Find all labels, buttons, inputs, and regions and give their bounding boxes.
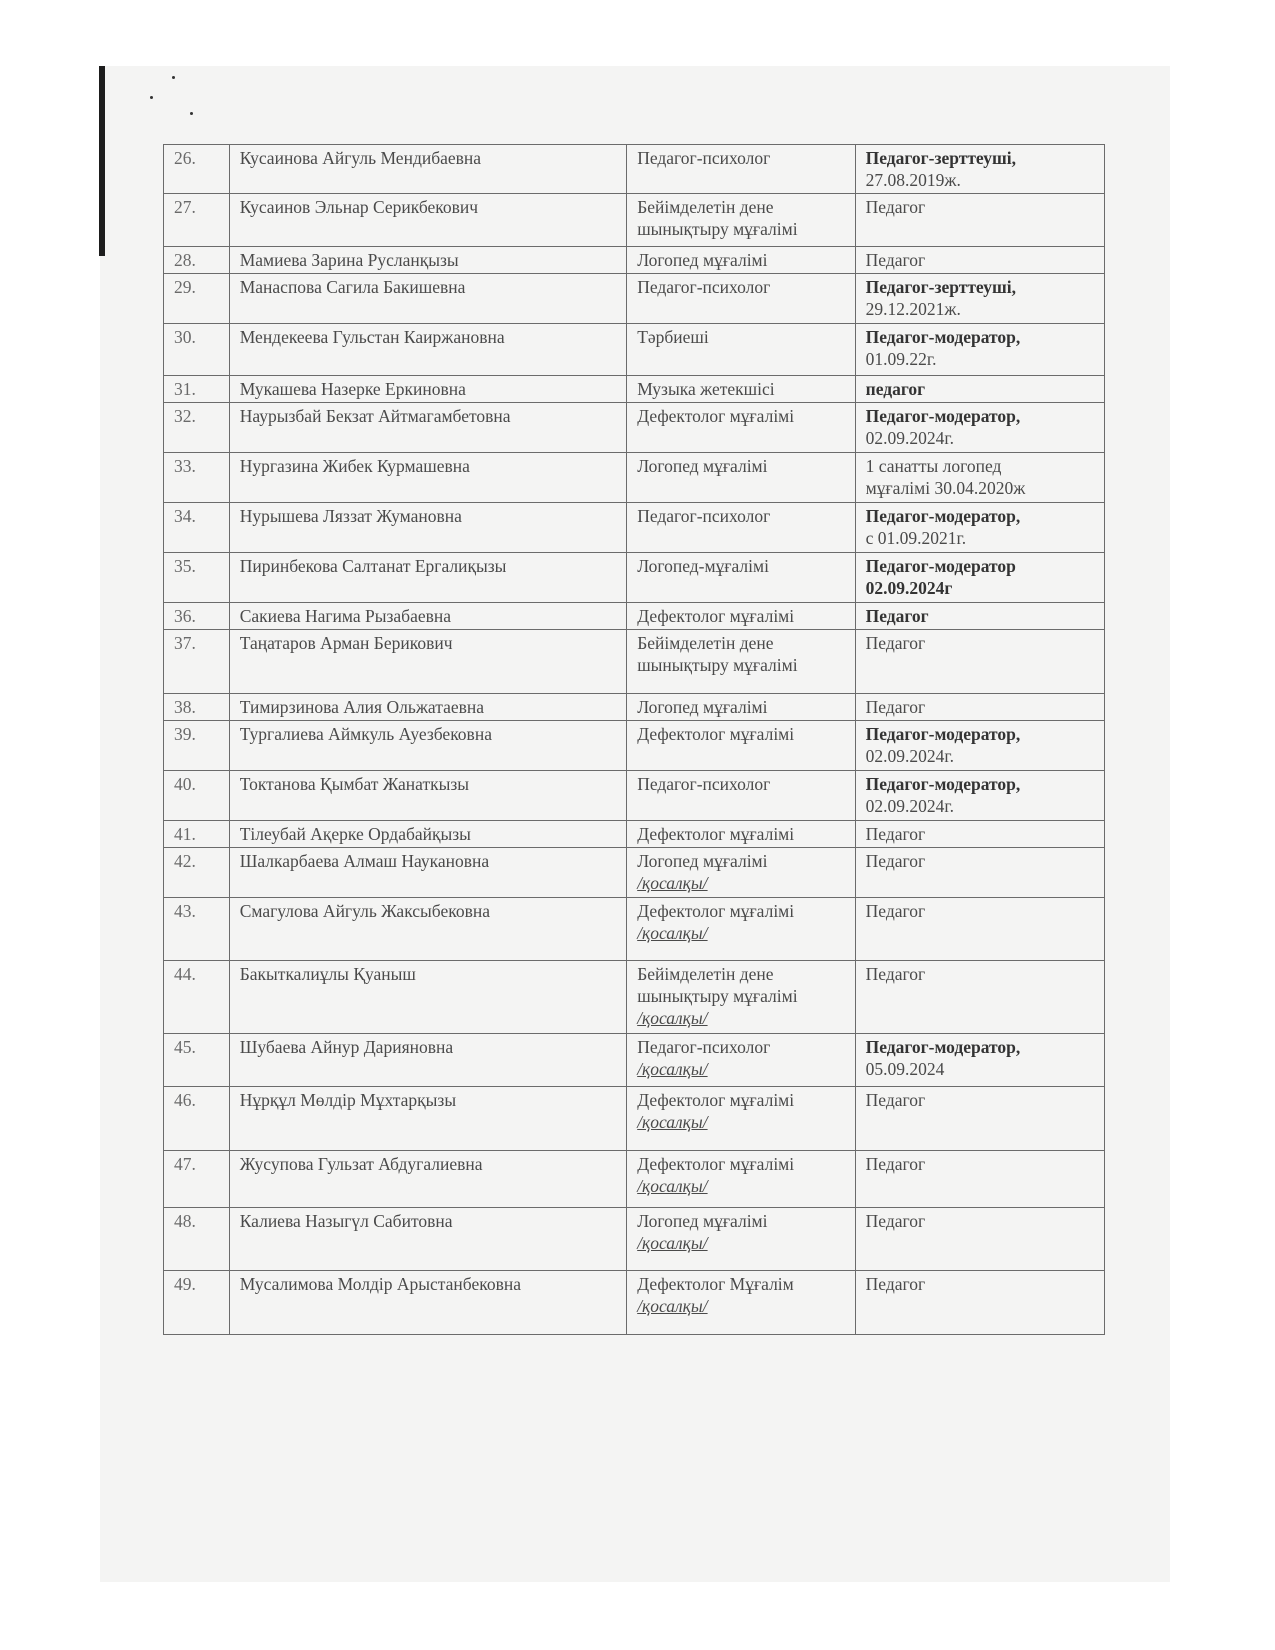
table-row bbox=[164, 694, 1105, 721]
qualification-category: Педагог-зерттеуші, bbox=[865, 148, 1017, 168]
position-cell bbox=[627, 247, 855, 274]
position-cell bbox=[627, 1087, 855, 1151]
qualification-date: 02.09.2024г. bbox=[865, 796, 954, 816]
row-number: 27. bbox=[164, 194, 230, 247]
table-row bbox=[164, 453, 1105, 503]
row-number: 41. bbox=[164, 821, 230, 848]
table-row bbox=[164, 961, 1105, 1034]
table-row bbox=[164, 603, 1105, 630]
qualification-cell bbox=[855, 1271, 1104, 1335]
table-row bbox=[164, 1271, 1105, 1335]
qualification-cell bbox=[855, 247, 1104, 274]
qualification-date: 29.12.2021ж. bbox=[865, 299, 961, 319]
employee-name: Тургалиева Аймкуль Ауезбековна bbox=[229, 721, 626, 771]
table-row bbox=[164, 274, 1105, 324]
position-title: Логопед мұғалімі bbox=[637, 250, 768, 270]
table-row bbox=[164, 376, 1105, 403]
position-title: Логопед-мұғалімі bbox=[637, 556, 769, 576]
position-cell bbox=[627, 145, 855, 194]
qualification-cell bbox=[855, 630, 1104, 694]
employee-name: Мендекеева Гульстан Каиржановна bbox=[229, 324, 626, 376]
qualification-cell bbox=[855, 694, 1104, 721]
position-title: Бейімделетін дене шынықтыру мұғалімі bbox=[637, 633, 798, 675]
table-row bbox=[164, 721, 1105, 771]
staff-table-body bbox=[164, 145, 1105, 1335]
qualification-cell bbox=[855, 1151, 1104, 1208]
table-row bbox=[164, 1208, 1105, 1271]
qualification-category: Педагог bbox=[865, 197, 926, 217]
row-number: 37. bbox=[164, 630, 230, 694]
position-secondary-note: /қосалқы/ bbox=[637, 1233, 708, 1253]
employee-name: Смагулова Айгуль Жаксыбековна bbox=[229, 898, 626, 961]
qualification-date: 27.08.2019ж. bbox=[865, 170, 961, 190]
row-number: 28. bbox=[164, 247, 230, 274]
row-number: 26. bbox=[164, 145, 230, 194]
position-title: Педагог-психолог bbox=[637, 506, 771, 526]
qualification-category: Педагог bbox=[865, 824, 926, 844]
position-cell bbox=[627, 848, 855, 898]
row-number: 44. bbox=[164, 961, 230, 1034]
position-cell bbox=[627, 376, 855, 403]
qualification-category: Педагог-зерттеуші, bbox=[865, 277, 1017, 297]
row-number: 40. bbox=[164, 771, 230, 821]
qualification-cell bbox=[855, 1087, 1104, 1151]
scan-speck bbox=[190, 112, 193, 115]
row-number: 47. bbox=[164, 1151, 230, 1208]
employee-name: Манаспова Сагила Бакишевна bbox=[229, 274, 626, 324]
position-title: Дефектолог мұғалімі bbox=[637, 606, 795, 626]
position-cell bbox=[627, 1034, 855, 1087]
position-cell bbox=[627, 821, 855, 848]
qualification-date: 01.09.22г. bbox=[865, 349, 937, 369]
position-cell bbox=[627, 694, 855, 721]
position-secondary-note: /қосалқы/ bbox=[637, 1176, 708, 1196]
row-number: 42. bbox=[164, 848, 230, 898]
position-title: Педагог-психолог bbox=[637, 774, 771, 794]
qualification-date: 02.09.2024г bbox=[865, 578, 953, 598]
position-secondary-note: /қосалқы/ bbox=[637, 1112, 708, 1132]
qualification-cell bbox=[855, 403, 1104, 453]
qualification-cell bbox=[855, 503, 1104, 553]
position-title: Дефектолог мұғалімі bbox=[637, 824, 795, 844]
qualification-cell bbox=[855, 145, 1104, 194]
qualification-cell bbox=[855, 553, 1104, 603]
employee-name: Мусалимова Молдір Арыстанбековна bbox=[229, 1271, 626, 1335]
qualification-cell bbox=[855, 603, 1104, 630]
position-cell bbox=[627, 324, 855, 376]
table-row bbox=[164, 1087, 1105, 1151]
qualification-date: 02.09.2024г. bbox=[865, 746, 954, 766]
qualification-cell bbox=[855, 1208, 1104, 1271]
row-number: 31. bbox=[164, 376, 230, 403]
qualification-category: Педагог bbox=[865, 697, 926, 717]
position-title: Дефектолог мұғалімі bbox=[637, 406, 795, 426]
row-number: 36. bbox=[164, 603, 230, 630]
row-number: 29. bbox=[164, 274, 230, 324]
qualification-date: с 01.09.2021г. bbox=[865, 528, 967, 548]
employee-name: Нургазина Жибек Курмашевна bbox=[229, 453, 626, 503]
position-title: Логопед мұғалімі bbox=[637, 456, 768, 476]
qualification-category: Педагог bbox=[865, 250, 926, 270]
row-number: 32. bbox=[164, 403, 230, 453]
employee-name: Наурызбай Бекзат Айтмагамбетовна bbox=[229, 403, 626, 453]
qualification-category: Педагог-модератор, bbox=[865, 327, 1021, 347]
row-number: 49. bbox=[164, 1271, 230, 1335]
table-row bbox=[164, 898, 1105, 961]
position-cell bbox=[627, 403, 855, 453]
employee-name: Жусупова Гульзат Абдугалиевна bbox=[229, 1151, 626, 1208]
row-number: 45. bbox=[164, 1034, 230, 1087]
qualification-cell bbox=[855, 1034, 1104, 1087]
qualification-category: Педагог-модератор, bbox=[865, 506, 1021, 526]
position-cell bbox=[627, 898, 855, 961]
row-number: 39. bbox=[164, 721, 230, 771]
row-number: 38. bbox=[164, 694, 230, 721]
table-row bbox=[164, 247, 1105, 274]
qualification-date: мұғалімі 30.04.2020ж bbox=[865, 478, 1026, 498]
qualification-category: Педагог bbox=[865, 1090, 926, 1110]
qualification-category: Педагог-модератор, bbox=[865, 774, 1021, 794]
employee-name: Нурышева Ляззат Жумановна bbox=[229, 503, 626, 553]
table-row bbox=[164, 403, 1105, 453]
position-secondary-note: /қосалқы/ bbox=[637, 1008, 708, 1028]
table-row bbox=[164, 848, 1105, 898]
employee-name: Шубаева Айнур Дарияновна bbox=[229, 1034, 626, 1087]
qualification-category: Педагог bbox=[865, 901, 926, 921]
table-row bbox=[164, 771, 1105, 821]
position-title: Музыка жетекшісі bbox=[637, 379, 775, 399]
position-title: Дефектолог Мұғалім bbox=[637, 1274, 794, 1294]
scan-speck bbox=[150, 96, 153, 99]
position-cell bbox=[627, 961, 855, 1034]
qualification-cell bbox=[855, 453, 1104, 503]
table-row bbox=[164, 194, 1105, 247]
position-title: Тәрбиеші bbox=[637, 327, 709, 347]
qualification-category: Педагог-модератор bbox=[865, 556, 1016, 576]
row-number: 35. bbox=[164, 553, 230, 603]
qualification-cell bbox=[855, 898, 1104, 961]
employee-name: Тимирзинова Алия Ольжатаевна bbox=[229, 694, 626, 721]
position-cell bbox=[627, 1271, 855, 1335]
qualification-category: Педагог bbox=[865, 1154, 926, 1174]
qualification-category: Педагог-модератор, bbox=[865, 724, 1021, 744]
row-number: 30. bbox=[164, 324, 230, 376]
employee-name: Пиринбекова Салтанат Ергалиқызы bbox=[229, 553, 626, 603]
qualification-category: Педагог bbox=[865, 633, 926, 653]
position-cell bbox=[627, 771, 855, 821]
employee-name: Таңатаров Арман Берикович bbox=[229, 630, 626, 694]
position-title: Дефектолог мұғалімі bbox=[637, 901, 795, 921]
row-number: 46. bbox=[164, 1087, 230, 1151]
qualification-cell bbox=[855, 274, 1104, 324]
qualification-cell bbox=[855, 324, 1104, 376]
position-title: Дефектолог мұғалімі bbox=[637, 1154, 795, 1174]
employee-name: Шалкарбаева Алмаш Наукановна bbox=[229, 848, 626, 898]
table-row bbox=[164, 553, 1105, 603]
qualification-category: 1 санатты логопед bbox=[865, 456, 1002, 476]
position-cell bbox=[627, 1151, 855, 1208]
position-title: Логопед мұғалімі bbox=[637, 851, 768, 871]
position-cell bbox=[627, 194, 855, 247]
qualification-category: Педагог bbox=[865, 606, 929, 626]
scan-speck bbox=[172, 76, 175, 79]
qualification-cell bbox=[855, 848, 1104, 898]
qualification-cell bbox=[855, 376, 1104, 403]
row-number: 33. bbox=[164, 453, 230, 503]
employee-name: Кусаинов Эльнар Серикбекович bbox=[229, 194, 626, 247]
qualification-cell bbox=[855, 194, 1104, 247]
qualification-category: Педагог bbox=[865, 1274, 926, 1294]
position-title: Дефектолог мұғалімі bbox=[637, 724, 795, 744]
position-secondary-note: /қосалқы/ bbox=[637, 1296, 708, 1316]
table-row bbox=[164, 145, 1105, 194]
qualification-category: Педагог-модератор, bbox=[865, 1037, 1021, 1057]
qualification-date: 05.09.2024 bbox=[865, 1059, 945, 1079]
qualification-cell bbox=[855, 771, 1104, 821]
position-cell bbox=[627, 453, 855, 503]
employee-name: Тілеубай Ақерке Ордабайқызы bbox=[229, 821, 626, 848]
staff-table bbox=[163, 144, 1105, 1335]
employee-name: Кусаинова Айгуль Мендибаевна bbox=[229, 145, 626, 194]
qualification-cell bbox=[855, 721, 1104, 771]
position-title: Логопед мұғалімі bbox=[637, 697, 768, 717]
position-cell bbox=[627, 630, 855, 694]
employee-name: Бакыткалиұлы Қуаныш bbox=[229, 961, 626, 1034]
employee-name: Мамиева Зарина Русланқызы bbox=[229, 247, 626, 274]
row-number: 43. bbox=[164, 898, 230, 961]
scan-edge-shadow bbox=[99, 66, 105, 256]
position-title: Бейімделетін дене шынықтыру мұғалімі bbox=[637, 197, 798, 239]
table-row bbox=[164, 630, 1105, 694]
position-title: Педагог-психолог bbox=[637, 277, 771, 297]
position-cell bbox=[627, 274, 855, 324]
qualification-category: Педагог bbox=[865, 851, 926, 871]
employee-name: Нұрқұл Мөлдір Мұхтарқызы bbox=[229, 1087, 626, 1151]
table-row bbox=[164, 1034, 1105, 1087]
employee-name: Мукашева Назерке Еркиновна bbox=[229, 376, 626, 403]
position-secondary-note: /қосалқы/ bbox=[637, 873, 708, 893]
position-cell bbox=[627, 503, 855, 553]
position-cell bbox=[627, 603, 855, 630]
qualification-cell bbox=[855, 961, 1104, 1034]
position-cell bbox=[627, 1208, 855, 1271]
table-row bbox=[164, 821, 1105, 848]
position-secondary-note: /қосалқы/ bbox=[637, 1059, 708, 1079]
employee-name: Сакиева Нагима Рызабаевна bbox=[229, 603, 626, 630]
table-row bbox=[164, 1151, 1105, 1208]
employee-name: Калиева Назыгүл Сабитовна bbox=[229, 1208, 626, 1271]
position-title: Педагог-психолог bbox=[637, 148, 771, 168]
qualification-date: 02.09.2024г. bbox=[865, 428, 954, 448]
position-title: Педагог-психолог bbox=[637, 1037, 771, 1057]
position-cell bbox=[627, 721, 855, 771]
employee-name: Токтанова Қымбат Жанаткызы bbox=[229, 771, 626, 821]
qualification-category: Педагог-модератор, bbox=[865, 406, 1021, 426]
position-title: Логопед мұғалімі bbox=[637, 1211, 768, 1231]
position-title: Бейімделетін дене шынықтыру мұғалімі bbox=[637, 964, 798, 1006]
row-number: 34. bbox=[164, 503, 230, 553]
row-number: 48. bbox=[164, 1208, 230, 1271]
position-secondary-note: /қосалқы/ bbox=[637, 923, 708, 943]
qualification-category: педагог bbox=[865, 379, 926, 399]
qualification-cell bbox=[855, 821, 1104, 848]
position-title: Дефектолог мұғалімі bbox=[637, 1090, 795, 1110]
position-cell bbox=[627, 553, 855, 603]
qualification-category: Педагог bbox=[865, 1211, 926, 1231]
table-row bbox=[164, 324, 1105, 376]
qualification-category: Педагог bbox=[865, 964, 926, 984]
table-row bbox=[164, 503, 1105, 553]
